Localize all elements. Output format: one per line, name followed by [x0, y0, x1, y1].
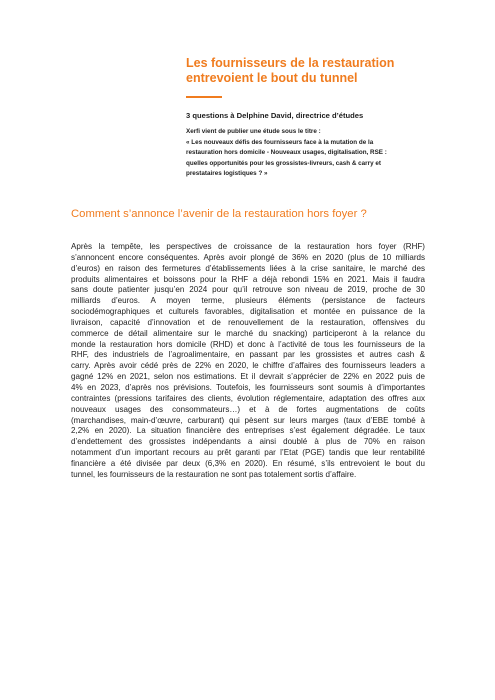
interview-subtitle: 3 questions à Delphine David, directrice d’études — [186, 111, 364, 120]
body-line: d’endettement des grossistes indépendants a ainsi doublé à plus de 70% en raison — [71, 437, 425, 447]
body-line: monde la restauration hors domicile (RHD) et donc à l’activité de tous les fournisseurs de la — [71, 339, 425, 349]
body-line: milliards d’euros. A moyen terme, plusieurs éléments (persistance de facteurs — [71, 296, 425, 306]
study-announcement — [186, 127, 461, 180]
title-underline — [186, 96, 222, 98]
body-line: tunnel, les fournisseurs de la restauration ne sont pas totalement sortis d’affaire. — [71, 469, 357, 479]
study-line: restauration hors domicile - Nouveaux usages, digitalisation, RSE : — [186, 149, 387, 157]
body-line: carry. Après avoir cédé près de 22% en 2020, le chiffre d’affaires des fournisseurs leaders a — [71, 361, 425, 371]
body-line: contraintes (pressions tarifaires des clients, évolution réglementaire, adaptation des offres aux — [71, 393, 425, 403]
title-line: Les fournisseurs de la restauration — [186, 56, 395, 70]
body-line: financière a été divisée par deux (6,3% en 2020). En résumé, s’ils entrevoient le bout du — [71, 458, 425, 468]
body-line: (marchandises, main-d’œuvre, carburant) qui pèsent sur leurs marges (taux d’EBE tombé à — [71, 415, 425, 425]
study-line: quelles opportunités pour les grossistes-livreurs, cash & carry et — [186, 159, 381, 167]
section-heading: Comment s’annonce l’avenir de la restauration hors foyer ? — [71, 208, 367, 220]
study-line: « Les nouveaux défis des fournisseurs face à la mutation de la — [186, 138, 374, 146]
body-line: sans doute patienter jusqu’en 2024 pour qu’il retrouve son niveau de 2019, proche de 30 — [71, 285, 425, 295]
study-line: Xerfi vient de publier une étude sous le titre : — [186, 128, 321, 135]
body-line: nouveaux usages des consommateurs…) et à de fortes augmentations de coûts — [71, 404, 425, 414]
body-line: Après la tempête, les perspectives de croissance de la restauration hors foyer (RHF) — [71, 242, 425, 251]
body-line: livraison, capacité d’innovation et de renouvellement de la restauration, offensives du — [71, 317, 425, 327]
body-line: notamment d’un important recours au prêt garanti par l’Etat (PGE) tandis que leur rentabilité — [71, 448, 425, 458]
title-line: entrevoient le bout du tunnel — [186, 71, 358, 85]
study-line: prestataires logistiques ? » — [186, 170, 268, 178]
body-line: sociodémographiques et culturels favorables, digitalisation et montée en puissance de la — [71, 307, 425, 317]
body-line: commerce de détail alimentaire sur le marché du snacking) participeront à la relance du — [71, 328, 425, 338]
article-title — [186, 56, 446, 86]
body-line: produits alimentaires et boissons pour la RHF a déjà rebondi 15% en 2021. Mais il faudra — [71, 274, 425, 284]
body-line: RHF, des industriels de l’agroalimentaire, en passant par les grossistes et autres cash & — [71, 350, 425, 360]
body-line: gagné 12% en 2021, selon nos estimations. Et il devrait s’apprécier de 22% en 2022 puis de — [71, 372, 425, 382]
body-line: d’euros) en raison des fermetures d’établissements liées à la crise sanitaire, le marché des — [71, 263, 425, 273]
body-line: 2,2% en 2020). La situation financière des entreprises s’est également dégradée. Le taux — [71, 426, 425, 436]
body-line: s’annoncent encore conséquentes. Après avoir plongé de 36% en 2020 (plus de 10 milliards — [71, 252, 425, 262]
body-line: 4% en 2023, d’après nos prévisions. Toutefois, les fournisseurs sont soumis à d’importantes — [71, 382, 425, 392]
body-paragraph — [71, 242, 425, 481]
